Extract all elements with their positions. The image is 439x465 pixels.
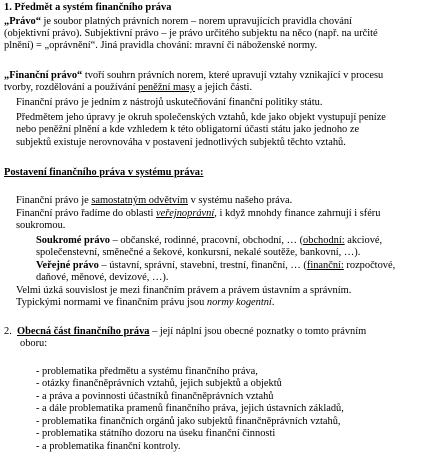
soukrome-pravo-tail: akciové,: [344, 235, 383, 246]
predmet-line-3: subjektů existuje nerovnováha v postavení jednotlivých subjektů těchto vztahů.: [16, 137, 346, 148]
term-verejnopravni: veřejnoprávní: [155, 208, 215, 219]
definition-line-1: [4, 16, 352, 27]
predmet-line-1: Předmětem jeho úpravy je okruh společenských vztahů, kde jako objekt vystupují peníze: [16, 112, 386, 123]
souvislost-line: Velmi úzká souvislost je mezi finančním právem a právem ústavním a správním.: [16, 285, 352, 296]
list-item: - problematika předmětu a systému finančního práva,: [36, 366, 258, 377]
kogentni-pre: Typickými normami ve finančním právu jsou: [16, 297, 207, 308]
fin-pravo-line-2-pre: tvorby, rozdělování a používání: [4, 82, 139, 93]
verejnopravni-pre: Finanční právo řadíme do oblasti: [16, 208, 156, 219]
term-samostatne-odvetvi: samostatným odvětvím: [91, 195, 188, 206]
verejne-pravo-rest: – ústavní, správní, stavební, trestní, finanční, … (: [98, 260, 307, 271]
term-soukrome-pravo: Soukromé právo: [36, 235, 110, 246]
term-normy-kogentni: normy kogentní: [206, 297, 272, 308]
fin-pravo-line-2-post: a jejich části.: [194, 82, 253, 93]
term-financni: finanční:: [306, 260, 344, 271]
list-item: - a dále problematika pramenů finančního práva, jejich ústavních základů,: [36, 403, 344, 414]
soukromou-line: soukromou.: [16, 220, 66, 231]
predmet-line-2: nebo peněžní plnění a kde vzhledem k této obligatorní účasti státu jako jednoho ze: [16, 124, 360, 135]
obecna-cast-rest: – její náplní jsou obecné poznatky o tomto právním: [149, 326, 367, 337]
kogentni-post: .: [271, 297, 275, 308]
term-penezni-masa: peněžní masy: [138, 82, 195, 93]
verejnopravni-post: , i když mnohdy finance zahrnují i sféru: [214, 208, 381, 219]
definition-line-1-text: je soubor platných právních norem – norem upravujících pravidla chování: [40, 16, 352, 27]
nastroj-line: Finanční právo je jedním z nástrojů uskutečňování finanční politiky státu.: [16, 97, 323, 108]
term-obecna-cast: Obecná část finančního práva: [17, 326, 150, 337]
soukrome-pravo-line-2: společenstevní, směnečné a šekové, konkursní, nekalé soutěže, bankovní, …).: [36, 247, 361, 258]
soukrome-pravo-line-1: [36, 235, 382, 246]
list-item: - problematika státního dozoru na úseku finanční činnosti: [36, 428, 276, 439]
kogentni-line: [16, 297, 274, 308]
term-pravo: „Právo“: [4, 16, 41, 27]
odvetvi-pre: Finanční právo je: [16, 195, 92, 206]
term-verejne-pravo: Veřejné právo: [36, 260, 99, 271]
section-heading-postaveni: Postavení finančního práva v systému práva:: [4, 167, 204, 178]
verejne-pravo-line-2: daňové, měnové, devizové, …).: [36, 272, 169, 283]
obecna-cast-line-2: oboru:: [20, 338, 48, 349]
odvetvi-line: [16, 195, 292, 206]
verejne-pravo-tail: rozpočtové,: [343, 260, 396, 271]
soukrome-pravo-rest: – občanské, rodinné, pracovní, obchodní, … (: [110, 235, 304, 246]
fin-pravo-line-2: [4, 82, 252, 93]
list-item: - a problematika finanční kontroly.: [36, 441, 181, 452]
fin-pravo-line-1: [4, 70, 383, 81]
term-financni-pravo: „Finanční právo“: [4, 70, 83, 81]
verejne-pravo-line-1: [36, 260, 395, 271]
section-heading-1: 1. Předmět a systém finančního práva: [4, 2, 172, 13]
list-item: - otázky finančněprávních vztahů, jejich subjektů a objektů: [36, 378, 282, 389]
fin-pravo-line-1-text: tvoří souhrn právních norem, které upravují vztahy vznikající v procesu: [82, 70, 384, 81]
term-obchodni: obchodní:: [303, 235, 345, 246]
obecna-cast-line-1: [4, 326, 366, 337]
odvetvi-post: v systému našeho práva.: [188, 195, 293, 206]
list-item: - problematika finančních orgánů jako subjektů finančněprávních vztahů,: [36, 416, 341, 427]
verejnopravni-line: [16, 208, 380, 219]
definition-line-2: (objektivní právo). Subjektivní právo – je právo určitého subjektu na něco (např. na určité: [4, 28, 378, 39]
section-number-2: 2.: [4, 326, 12, 337]
definition-line-3: plnění) = „oprávnění“. Jiná pravidla chování: mravní či náboženské normy.: [4, 40, 318, 51]
list-item: - a práva a povinnosti účastníků finančněprávních vztahů: [36, 391, 274, 402]
